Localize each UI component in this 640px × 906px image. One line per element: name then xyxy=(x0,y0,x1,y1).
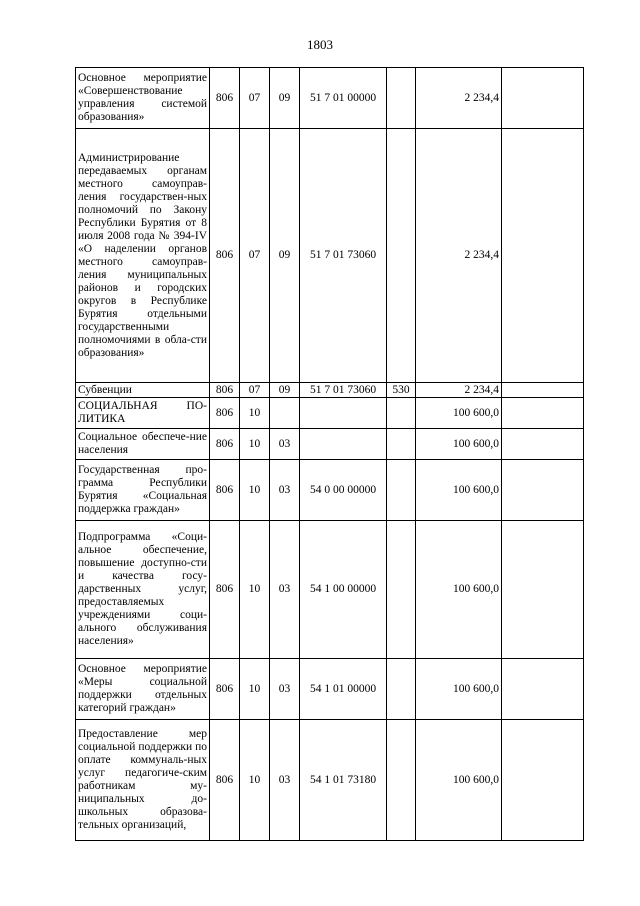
row-section-cell: 10 xyxy=(240,460,270,521)
row-target-article-cell: 51 7 01 73060 xyxy=(300,129,387,383)
row-subsection-cell xyxy=(270,398,300,429)
table-row xyxy=(76,129,584,383)
row-amount-cell: 100 600,0 xyxy=(416,659,502,720)
row-expense-type-cell xyxy=(387,429,416,460)
row-name-cell: Социальное обеспече-ние населения xyxy=(76,429,210,460)
row-name-cell: Подпрограмма «Соци-альное обеспечение, повышение доступно-сти и качества госу-дарственных услуг, предоставляемых учреждениями соци-ального обслуживания населения» xyxy=(76,521,210,659)
row-subsection-cell: 03 xyxy=(270,521,300,659)
row-expense-type-cell xyxy=(387,68,416,129)
row-blank-cell xyxy=(502,460,584,521)
row-name-cell: Субвенции xyxy=(76,383,210,398)
row-expense-type-cell: 530 xyxy=(387,383,416,398)
row-expense-type-cell xyxy=(387,659,416,720)
row-amount-cell: 2 234,4 xyxy=(416,383,502,398)
row-amount-cell: 100 600,0 xyxy=(416,460,502,521)
row-expense-type-cell xyxy=(387,129,416,383)
row-section-cell: 10 xyxy=(240,521,270,659)
row-amount-cell: 2 234,4 xyxy=(416,129,502,383)
row-name-cell: Предоставление мер социальной поддержки по оплате коммуналь-ных услуг педагогиче-ским работникам му-ниципальных до-школьных образова-тельных организаций, xyxy=(76,720,210,841)
row-grbs-cell: 806 xyxy=(210,521,240,659)
row-name-cell: Администрирование передаваемых органам местного самоуправ-ления государствен-ных полномочий по Закону Республики Бурятия от 8 июля 2008 года № 394-IV «О наделении органов местного самоуправ-ления муниципальных районов и городских округов в Республике Бурятия отдельными государственными полномочиями в обла-сти образования» xyxy=(76,129,210,383)
table-row xyxy=(76,383,584,398)
row-target-article-cell: 54 0 00 00000 xyxy=(300,460,387,521)
row-grbs-cell: 806 xyxy=(210,429,240,460)
row-target-article-cell xyxy=(300,398,387,429)
row-name-cell: Государственная про-грамма Республики Бурятия «Социальная поддержка граждан» xyxy=(76,460,210,521)
row-grbs-cell: 806 xyxy=(210,68,240,129)
row-blank-cell xyxy=(502,398,584,429)
budget-table xyxy=(75,67,584,841)
row-grbs-cell: 806 xyxy=(210,383,240,398)
row-expense-type-cell xyxy=(387,460,416,521)
row-subsection-cell: 09 xyxy=(270,68,300,129)
row-name-cell: СОЦИАЛЬНАЯ ПО-ЛИТИКА xyxy=(76,398,210,429)
row-expense-type-cell xyxy=(387,521,416,659)
row-blank-cell xyxy=(502,383,584,398)
row-target-article-cell: 51 7 01 00000 xyxy=(300,68,387,129)
table-row xyxy=(76,68,584,129)
row-target-article-cell xyxy=(300,429,387,460)
row-grbs-cell: 806 xyxy=(210,659,240,720)
row-blank-cell xyxy=(502,720,584,841)
row-expense-type-cell xyxy=(387,398,416,429)
row-section-cell: 10 xyxy=(240,429,270,460)
row-expense-type-cell xyxy=(387,720,416,841)
page-number: 1803 xyxy=(307,37,333,52)
row-amount-cell: 100 600,0 xyxy=(416,521,502,659)
row-amount-cell: 100 600,0 xyxy=(416,398,502,429)
row-blank-cell xyxy=(502,129,584,383)
row-section-cell: 07 xyxy=(240,68,270,129)
row-target-article-cell: 54 1 01 00000 xyxy=(300,659,387,720)
row-subsection-cell: 09 xyxy=(270,129,300,383)
row-section-cell: 10 xyxy=(240,720,270,841)
row-amount-cell: 2 234,4 xyxy=(416,68,502,129)
row-amount-cell: 100 600,0 xyxy=(416,429,502,460)
row-section-cell: 10 xyxy=(240,398,270,429)
row-subsection-cell: 03 xyxy=(270,429,300,460)
table-row xyxy=(76,429,584,460)
row-grbs-cell: 806 xyxy=(210,720,240,841)
row-subsection-cell: 03 xyxy=(270,659,300,720)
table-row xyxy=(76,398,584,429)
table-row xyxy=(76,460,584,521)
row-section-cell: 07 xyxy=(240,383,270,398)
row-blank-cell xyxy=(502,429,584,460)
row-grbs-cell: 806 xyxy=(210,398,240,429)
row-target-article-cell: 51 7 01 73060 xyxy=(300,383,387,398)
row-blank-cell xyxy=(502,521,584,659)
row-target-article-cell: 54 1 00 00000 xyxy=(300,521,387,659)
row-subsection-cell: 03 xyxy=(270,460,300,521)
table-row xyxy=(76,521,584,659)
row-target-article-cell: 54 1 01 73180 xyxy=(300,720,387,841)
row-blank-cell xyxy=(502,68,584,129)
table-row xyxy=(76,720,584,841)
table-row xyxy=(76,659,584,720)
row-name-cell: Основное мероприятие «Меры социальной поддержки отдельных категорий граждан» xyxy=(76,659,210,720)
row-section-cell: 10 xyxy=(240,659,270,720)
row-subsection-cell: 09 xyxy=(270,383,300,398)
row-name-cell: Основное мероприятие «Совершенствование управления системой образования» xyxy=(76,68,210,129)
row-section-cell: 07 xyxy=(240,129,270,383)
row-subsection-cell: 03 xyxy=(270,720,300,841)
row-blank-cell xyxy=(502,659,584,720)
row-amount-cell: 100 600,0 xyxy=(416,720,502,841)
row-grbs-cell: 806 xyxy=(210,460,240,521)
row-grbs-cell: 806 xyxy=(210,129,240,383)
